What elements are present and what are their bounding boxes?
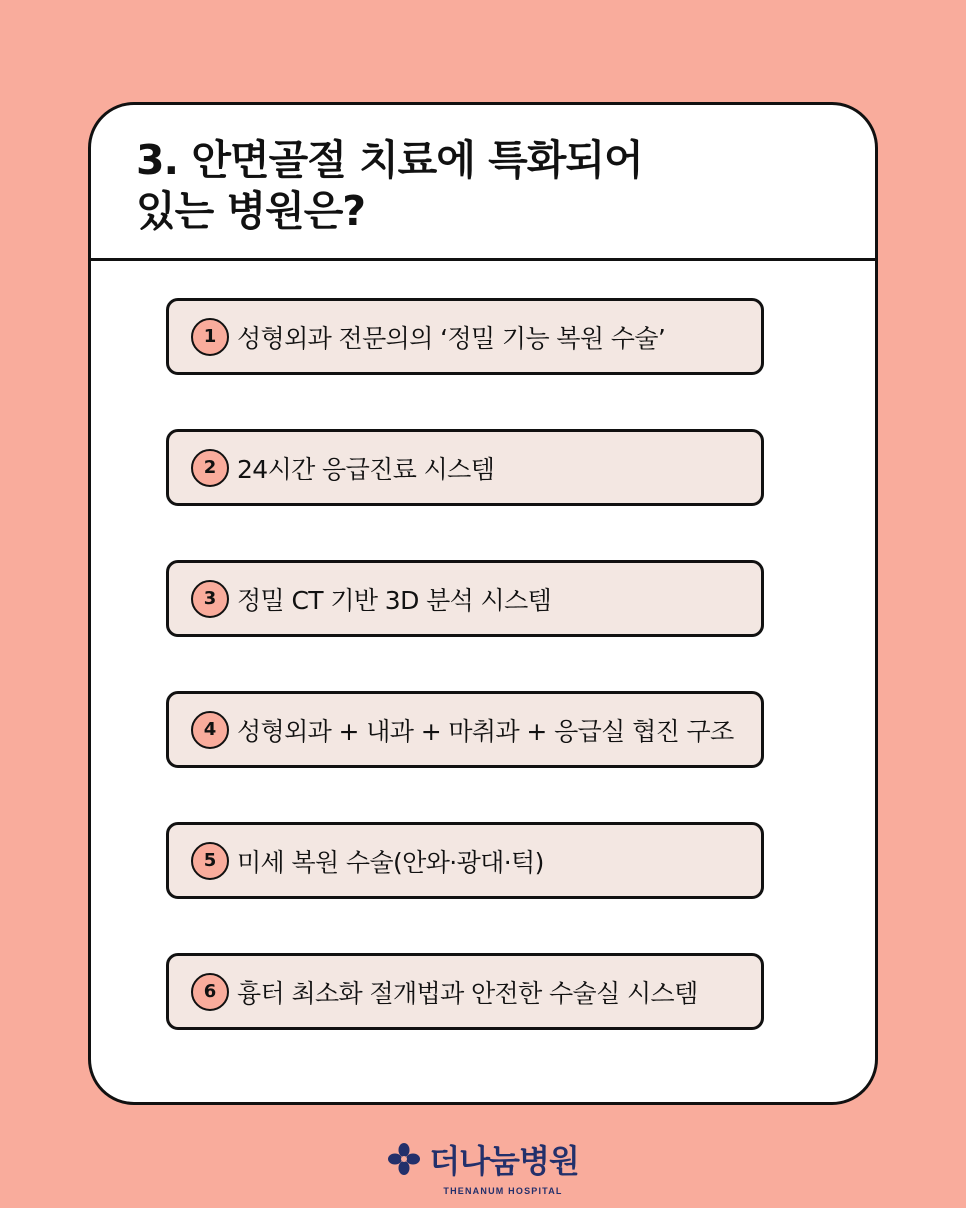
number-badge: 1	[191, 318, 229, 356]
list-item	[166, 429, 764, 506]
list-item	[166, 560, 764, 637]
number-badge: 6	[191, 973, 229, 1011]
list-item	[166, 298, 764, 375]
logo-name: 더나눔병원	[429, 1142, 579, 1180]
hospital-logo	[0, 1136, 966, 1196]
list-item	[166, 822, 764, 899]
title-line-1: 3. 안면골절 치료에 특화되어	[136, 136, 643, 184]
item-label: 정밀 CT 기반 3D 분석 시스템	[237, 585, 552, 615]
item-label: 흉터 최소화 절개법과 안전한 수술실 시스템	[237, 978, 698, 1008]
feature-list	[166, 298, 764, 1084]
number-badge: 5	[191, 842, 229, 880]
item-label: 미세 복원 수술(안와·광대·턱)	[237, 847, 544, 877]
title-line-2: 있는 병원은?	[136, 187, 366, 235]
number-badge: 3	[191, 580, 229, 618]
item-label: 24시간 응급진료 시스템	[237, 454, 495, 484]
logo-subtitle: THENANUM HOSPITAL	[443, 1186, 563, 1196]
item-label: 성형외과 + 내과 + 마취과 + 응급실 협진 구조	[237, 716, 734, 746]
content-card	[88, 102, 878, 1105]
item-label: 성형외과 전문의의 ‘정밀 기능 복원 수술’	[237, 323, 666, 353]
flower-cross-icon	[387, 1142, 421, 1176]
page-title	[136, 135, 875, 237]
number-badge: 2	[191, 449, 229, 487]
number-badge: 4	[191, 711, 229, 749]
card-header	[91, 105, 875, 261]
list-item	[166, 953, 764, 1030]
list-item	[166, 691, 764, 768]
